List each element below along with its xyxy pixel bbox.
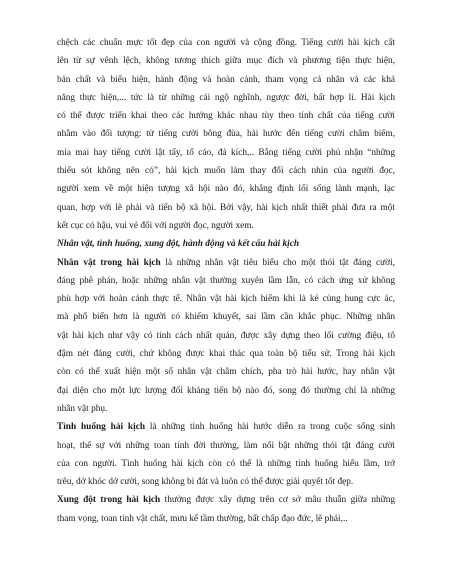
text-line: của con người. Tình huống hài kịch còn có thể là những tình huống hiểu lầm, trớ (57, 458, 395, 469)
text-line: kết cục có hậu, vui vẻ đối với người đọc, người xem. (57, 220, 254, 231)
text-run: là những tình huống hài hước diễn ra trong cuộc sống sinh (145, 422, 396, 433)
text-line: lên từ sự vênh lệch, không tương thích giữa mục đích và phương tiện thực hiện, (57, 56, 395, 67)
document-page (57, 34, 395, 528)
text-line: thiếu sót không nên có”, hài kịch muốn làm thay đổi cách nhìn của người đọc, (57, 166, 395, 177)
term-conflict: Xung đột trong hài kịch (57, 495, 161, 506)
paragraph-conflict (57, 491, 395, 528)
text-line: năng thực hiện,... tức là từ những cái ngộ nghĩnh, ngược đời, bất hợp lí. Hài kịch (57, 92, 395, 103)
text-line: tham vọng, toan tính vật chất, mưu kế tầm thường, bất chấp đạo đức, lẽ phải,.. (57, 513, 348, 524)
text-line: chệch các chuẩn mực tốt đẹp của con người và cộng đồng. Tiếng cười hài kịch cất (57, 38, 395, 48)
text-line (57, 418, 395, 436)
text-line: đậm nét đáng cười, chứ không được khai thác qua toàn bộ tiểu sử. Trong hài kịch (57, 349, 395, 360)
text-line: hoạt, thế sự với những toan tính đời thường, làm nổi bật những thói tật đáng cười (57, 440, 395, 451)
text-line: bản chất và biểu hiện, hành động và hoàn cảnh, tham vọng cá nhân và các khả (57, 74, 395, 85)
text-line: có thể được triển khai theo các hướng khác nhau tùy theo tính chất của tiếng cười (57, 111, 395, 122)
text-line: còn có thể xuất hiện một số nhân vật châm chích, pha trò hài hước, hay nhân vật (57, 367, 395, 378)
text-run: thường được xây dựng trên cơ sở mâu thuẫn giữa những (160, 495, 395, 506)
text-run: là những nhân vật tiêu biểu cho một thói tật đáng cười, (160, 257, 395, 268)
text-line (57, 254, 395, 272)
text-line: nhân vật phụ. (57, 403, 108, 414)
text-line: vật hài kịch như vậy có tính cách nhất quán, được xây dựng theo lối cường điệu, tô (57, 330, 395, 341)
text-line: người xem về một hiện tượng xã hội nào đó, khẳng định lối sống lành mạnh, lạc (57, 184, 395, 195)
text-line: quan, hợp với lẽ phải và tiến bộ xã hội. Bởi vậy, hài kịch nhất thiết phải đưa ra một (57, 202, 395, 213)
term-situation: Tình huống hài kịch (57, 422, 145, 433)
term-character: Nhân vật trong hài kịch (57, 257, 161, 268)
paragraph-character (57, 254, 395, 419)
text-line: đại diện cho một lực lượng đối kháng tiến bộ nào đó, song đó thường chỉ là những (57, 385, 395, 396)
text-line: mà phổ biến hơn là người có khiếm khuyết, sai lầm cần khắc phục. Những nhân (57, 312, 395, 323)
text-line: trêu, dở khóc dở cười, song không bi đát và luôn có thể được giải quyết tốt đẹp. (57, 477, 354, 488)
paragraph-intro (57, 34, 395, 235)
text-line: nhằm vào đối tượng: từ tiếng cười bông đùa, hài hước đến tiếng cười châm biếm, (57, 129, 395, 140)
text-line: mỉa mai hay tiếng cười lật tẩy, tố cáo, đả kích,.. Bằng tiếng cười phủ nhận “những (57, 147, 395, 158)
text-line (57, 491, 395, 509)
paragraph-situation (57, 418, 395, 491)
text-line: đáng phê phán, hoặc những nhân vật thường xuyên lầm lẫn, có cách ứng xử không (57, 275, 395, 286)
section-heading: Nhân vật, tình huống, xung đột, hành động và kết cấu hài kịch (57, 239, 300, 250)
text-line: phù hợp với hoàn cảnh thực tế. Nhân vật hài kịch hiếm khi là kẻ cùng hung cực ác, (57, 294, 395, 305)
